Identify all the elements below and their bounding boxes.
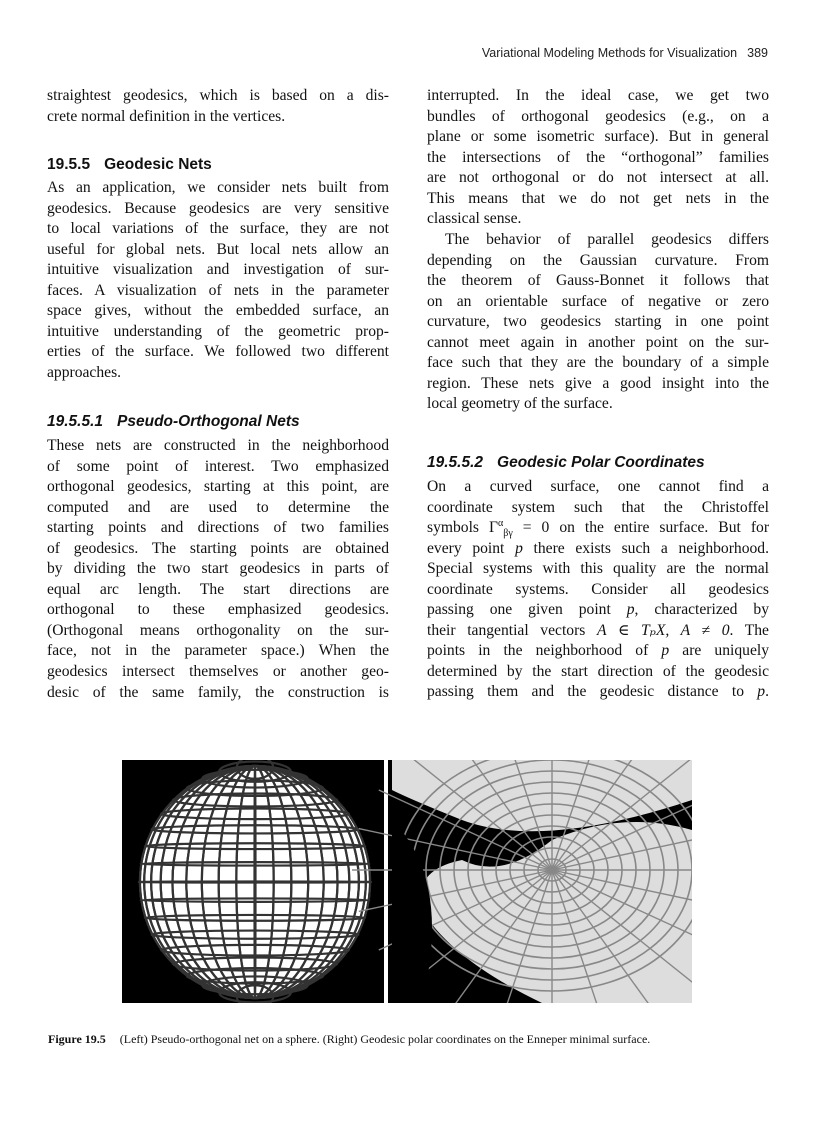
text-line: coordinate system such that the Christoffel <box>427 498 769 516</box>
text-line: of geodesics. The starting points are obtained <box>47 539 389 557</box>
text-line: are not orthogonal or do not intersect at all. <box>427 169 769 187</box>
text-line: passing one given point p, characterized by <box>427 601 770 619</box>
left-paragraph-1 <box>47 86 389 127</box>
text-line: desic of the same family, the construction is <box>47 683 389 701</box>
text-line: curvature, two geodesics starting in one point <box>427 313 769 331</box>
text-line: As an application, we consider nets built from <box>47 179 389 196</box>
heading-number: 19.5.5.2 <box>427 454 484 471</box>
text-line: (Orthogonal means orthogonality on the sur- <box>47 621 389 639</box>
text-line: computed and are used to determine the <box>47 498 389 516</box>
subsection-heading-19-5-5-2 <box>427 454 705 472</box>
text-line: cannot meet again in another point on the sur- <box>427 333 769 351</box>
text-line: face such that they are the boundary of a simple <box>427 354 769 372</box>
text-line: geodesics intersect themselves or another geo- <box>47 663 389 681</box>
text-line: interrupted. In the ideal case, we get two <box>427 87 769 104</box>
text-line: straightest geodesics, which is based on a dis- <box>47 87 389 104</box>
text-line: depending on the Gaussian curvature. From <box>427 251 769 269</box>
text-line: points in the neighborhood of p are uniquely <box>427 642 770 660</box>
text-line: erties of the surface. We followed two different <box>47 343 389 361</box>
text-line: local geometry of the surface. <box>427 395 613 413</box>
text-line: coordinate systems. Consider all geodesics <box>427 580 769 598</box>
text-line: their tangential vectors A ∈ TₚX, A ≠ 0. The <box>427 621 769 639</box>
text-line: orthogonal to these emphasized geodesics. <box>47 601 389 619</box>
text-line: space gives, without the embedded surface, an <box>47 302 389 320</box>
text-line: plane or some isometric surface). But in general <box>427 128 769 146</box>
text-line: equal arc length. The start directions are <box>47 580 389 598</box>
text-line: intuitive visualization and investigation of sur- <box>47 261 389 279</box>
text-line: the intersections of the “orthogonal” families <box>427 148 769 166</box>
text-line: On a curved surface, one cannot find a <box>427 478 769 495</box>
text-line: intuitive understanding of the geometric prop- <box>47 322 389 340</box>
text-line: orthogonal geodesics, starting at this point, are <box>47 478 389 496</box>
section-heading-19-5-5 <box>47 156 212 174</box>
figure-caption <box>48 1032 650 1047</box>
longitude-line <box>255 766 256 998</box>
text-line: symbols $\Gamma^\alpha_{\beta\gamma} = 0$ on the entire surface. But for <box>427 517 770 540</box>
caption-text: (Left) Pseudo-orthogonal net on a sphere. (Right) Geodesic polar coordinates on the Enneper minimal surface. <box>119 1032 651 1046</box>
text-line: This means that we do not get nets in the <box>427 189 769 207</box>
text-line: classical sense. <box>427 210 522 228</box>
text-line: approaches. <box>47 363 122 381</box>
heading-title: Pseudo-Orthogonal Nets <box>117 413 300 430</box>
right-paragraph-3 <box>427 477 769 703</box>
text-line: Special systems with this quality are the normal <box>427 560 769 578</box>
text-line: the theorem of Gauss-Bonnet it follows that <box>427 272 769 290</box>
text-line: of some point of interest. Two emphasized <box>47 457 389 475</box>
figure-19-5-image <box>122 760 692 1003</box>
page-number: 389 <box>747 46 768 60</box>
text-line: These nets are constructed in the neighborhood <box>47 437 389 454</box>
text-line: by dividing the two start geodesics in parts of <box>47 560 389 578</box>
figure-label: Figure 19.5 <box>48 1032 106 1046</box>
text-line: face, not in the parameter space.) When the <box>47 642 389 660</box>
text-line: determined by the start direction of the geodesic <box>427 662 769 680</box>
heading-number: 19.5.5.1 <box>47 413 104 430</box>
right-paragraph-2 <box>427 230 769 415</box>
heading-title: Geodesic Nets <box>104 156 212 173</box>
text-line: region. These nets give a good insight into the <box>427 374 769 392</box>
left-paragraph-3 <box>47 436 389 703</box>
heading-number: 19.5.5 <box>47 156 91 173</box>
heading-title: Geodesic Polar Coordinates <box>497 454 705 471</box>
text-line: on an orientable surface of negative or zero <box>427 292 769 310</box>
subsection-heading-19-5-5-1 <box>47 413 300 431</box>
text-line: The behavior of parallel geodesics differs <box>445 231 769 248</box>
running-header <box>482 46 768 60</box>
text-line: faces. A visualization of nets in the parameter <box>47 281 389 299</box>
right-paragraph-1 <box>427 86 769 230</box>
text-line: useful for global nets. But local nets allow an <box>47 240 389 258</box>
text-line: crete normal definition in the vertices. <box>47 107 286 125</box>
text-line: passing them and the geodesic distance to p. <box>427 683 769 701</box>
text-line: geodesics. Because geodesics are very sensitive <box>47 199 389 217</box>
text-line: to local variations of the surface, they are not <box>47 220 389 238</box>
running-title: Variational Modeling Methods for Visualization <box>481 46 738 60</box>
left-paragraph-2 <box>47 178 389 383</box>
text-line: bundles of orthogonal geodesics (e.g., on a <box>427 107 769 125</box>
text-line: every point p there exists such a neighborhood. <box>427 539 769 557</box>
text-line: starting points and directions of two families <box>47 519 389 537</box>
